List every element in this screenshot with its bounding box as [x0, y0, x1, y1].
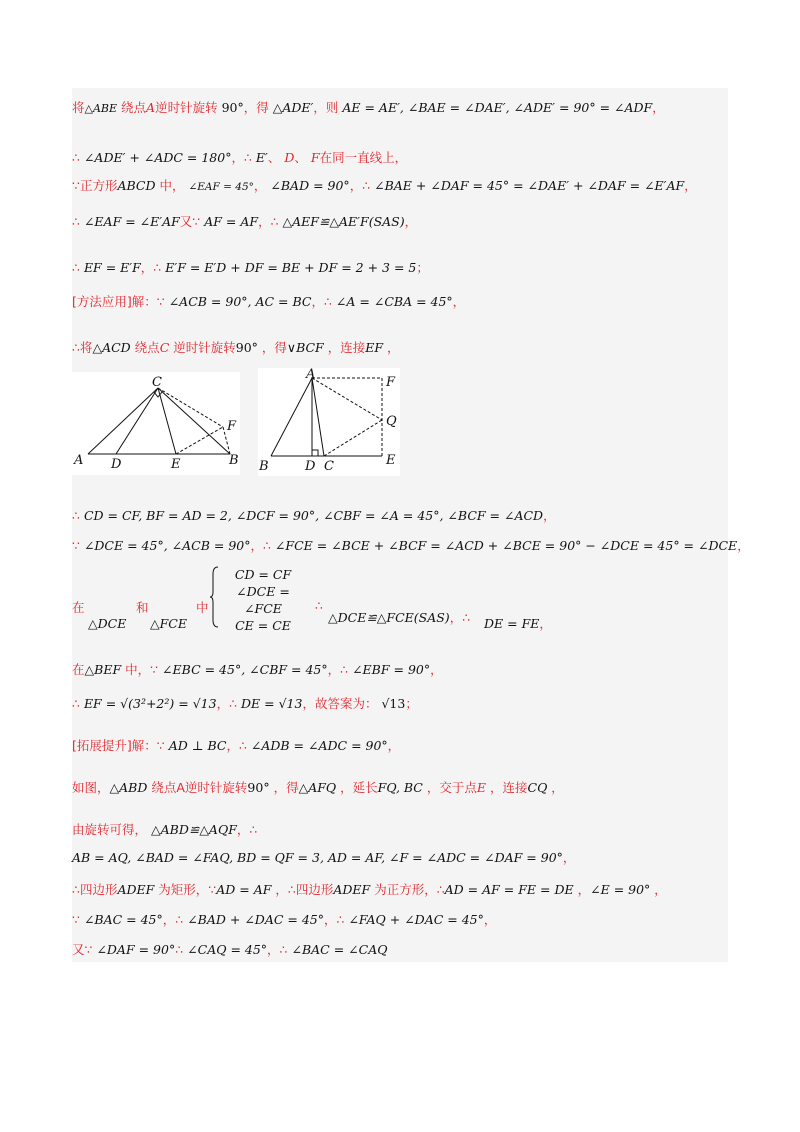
therefore-symbol: ∴	[315, 598, 323, 613]
solution-line-13: [拓展提升]解：∵ AD ⊥ BC，∴ ∠ADB = ∠ADC = 90°，	[72, 738, 401, 753]
fig2-label-q: Q	[386, 414, 397, 429]
solution-panel	[72, 88, 750, 962]
fig1-label-b: B	[229, 453, 239, 468]
triangle-fce-label: △FCE	[150, 616, 187, 631]
fig2-label-d: D	[305, 459, 316, 474]
equation-system: CD = CF ∠DCE = ∠FCE CE = CE	[234, 567, 292, 633]
solution-line-9: ∵ ∠DCE = 45°, ∠ACB = 90°，∴ ∠FCE = ∠BCE + ∠BCF = ∠ACD + ∠BCE = 90° − ∠DCE = 45° = ∠DCE，	[72, 538, 750, 553]
solution-line-17: ∴四边形ADEF 为矩形，∵AD = AF ，∴四边形ADEF 为正方形，∴AD = AF = FE = DE ，∠E = 90° ，	[72, 882, 667, 897]
congruence-result: △DCE≌△FCE(SAS)，∴	[328, 610, 471, 625]
fig2-label-b: B	[259, 459, 269, 474]
solution-line-5: ∴ EF = E′F，∴ E′F = E′D + DF = BE + DF = 2 + 3 = 5；	[72, 260, 429, 275]
triangle-dce-label: △DCE	[88, 616, 127, 631]
solution-line-16: AB = AQ, ∠BAD = ∠FAQ, BD = QF = 3, AD = AF, ∠F = ∠ADC = ∠DAF = 90°，	[72, 850, 576, 865]
solution-line-4: ∴ ∠EAF = ∠E′AF又∵ AF = AF，∴ △AEF≌△AE′F(SAS)，	[72, 214, 418, 229]
solution-line-3: ∵正方形ABCD 中， ∠EAF = 45°， ∠BAD = 90°，∴ ∠BAE + ∠DAF = 45° = ∠DAE′ + ∠DAF = ∠E′AF，	[72, 178, 697, 193]
figure-square-adef	[258, 368, 400, 476]
fig1-label-a: A	[74, 453, 84, 468]
fig1-label-f: F	[227, 419, 237, 434]
solution-line-14: 如图，△ABD 绕点A逆时针旋转90° ，得△AFQ ，延长FQ, BC ，交于点E ，连接CQ ，	[72, 780, 564, 795]
solution-line-1: 将△ABE 绕点A逆时针旋转 90°，得 △ADE′，则 AE = AE′, ∠BAE = ∠DAE′, ∠ADE′ = 90° = ∠ADF，	[72, 100, 665, 115]
solution-line-12: ∴ EF = √(3²+2²) = √13，∴ DE = √13，故答案为： √13；	[72, 696, 418, 711]
solution-line-7: ∴将△ACD 绕点C 逆时针旋转90° ，得∨BCF ，连接EF ，	[72, 340, 400, 355]
fig2-label-f: F	[386, 375, 396, 390]
fig1-label-c: C	[152, 375, 162, 390]
solution-line-11: 在△BEF 中，∵ ∠EBC = 45°, ∠CBF = 45°，∴ ∠EBF = 90°，	[72, 662, 443, 677]
fig2-label-e: E	[386, 453, 396, 468]
zhong-label: 中	[196, 600, 209, 615]
solution-line-10: 在	[72, 600, 85, 615]
he-label: 和	[136, 600, 149, 615]
solution-line-6: [方法应用]解：∵ ∠ACB = 90°, AC = BC，∴ ∠A = ∠CBA = 45°，	[72, 294, 466, 309]
solution-line-19: 又∵ ∠DAF = 90°∴ ∠CAQ = 45°，∴ ∠BAC = ∠CAQ	[72, 942, 388, 957]
solution-line-8: ∴ CD = CF, BF = AD = 2, ∠DCF = 90°, ∠CBF = ∠A = 45°, ∠BCF = ∠ACD，	[72, 508, 556, 523]
fig1-label-e: E	[171, 457, 181, 472]
fig1-label-d: D	[111, 457, 122, 472]
solution-line-15: 由旋转可得， △ABD≌△AQF，∴	[72, 822, 258, 837]
solution-line-2: ∴ ∠ADE′ + ∠ADC = 180°，∴ E′、 D、 F在同一直线上，	[72, 150, 408, 165]
solution-line-18: ∵ ∠BAC = 45°，∴ ∠BAD + ∠DAC = 45°，∴ ∠FAQ + ∠DAC = 45°，	[72, 912, 497, 927]
fig2-label-c: C	[324, 459, 334, 474]
fig2-label-a: A	[306, 367, 316, 382]
figure-triangle-abc	[72, 372, 240, 475]
de-fe-result: DE = FE，	[484, 616, 552, 631]
